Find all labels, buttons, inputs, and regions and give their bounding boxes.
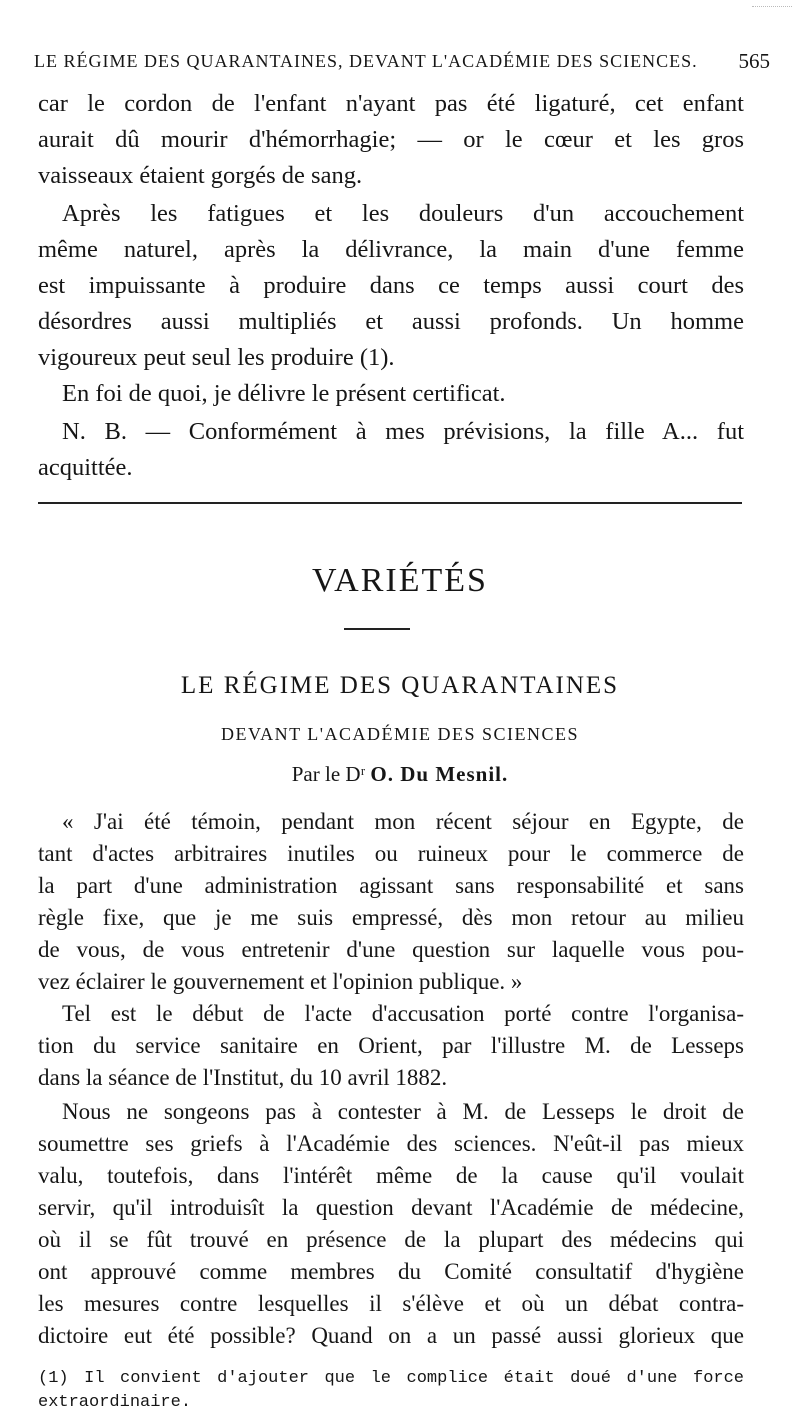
text-line: N. B. — Conformément à mes prévisions, la fille A... fut [62, 418, 744, 445]
text-line: les mesures contre lesquelles il s'élève et où un débat contra- [38, 1291, 744, 1316]
text-line: acquittée. [38, 454, 133, 481]
text-line: Après les fatigues et les douleurs d'un accouchement [62, 200, 744, 227]
text-line: désordres aussi multipliés et aussi profonds. Un homme [38, 308, 744, 335]
text-line: En foi de quoi, je délivre le présent certificat. [62, 380, 506, 407]
text-line: aurait dû mourir d'hémorrhagie; — or le cœur et les gros [38, 126, 744, 153]
article-subtitle: DEVANT L'ACADÉMIE DES SCIENCES [220, 724, 580, 744]
section-divider [38, 502, 742, 504]
text-line: la part d'une administration agissant sans responsabilité et sans [38, 873, 744, 898]
text-line: « J'ai été témoin, pendant mon récent séjour en Egypte, de [62, 809, 744, 834]
text-line: où il se fût trouvé en présence de la plupart des médecins qui [38, 1227, 744, 1252]
text-line: soumettre ses griefs à l'Académie des sciences. N'eût-il pas mieux [38, 1131, 744, 1156]
text-line: règle fixe, que je me suis empressé, dès mon retour au milieu [38, 905, 744, 930]
article-title: LE RÉGIME DES QUARANTAINES [180, 672, 620, 699]
text-line: dictoire eut été possible? Quand on a un passé aussi glorieux que [38, 1323, 744, 1348]
footnote-line: extraordinaire. [38, 1393, 192, 1412]
byline [0, 762, 800, 787]
running-header-title: LE RÉGIME DES QUARANTAINES, DEVANT L'ACADÉMIE DES SCIENCES. [34, 51, 698, 71]
text-line: Nous ne songeons pas à contester à M. de Lesseps le droit de [62, 1099, 744, 1124]
text-line: de vous, de vous entretenir d'une question sur laquelle vous pou- [38, 937, 744, 962]
text-line: vaisseaux étaient gorgés de sang. [38, 162, 363, 189]
section-title: VARIÉTÉS [312, 562, 488, 599]
text-line: dans la séance de l'Institut, du 10 avril 1882. [38, 1065, 448, 1090]
title-underline [344, 628, 410, 630]
running-header [34, 42, 770, 76]
text-line: tant d'actes arbitraires inutiles ou ruineux pour le commerce de [38, 841, 744, 866]
footnote-line: (1) Il convient d'ajouter que le complice était doué d'une force [38, 1369, 744, 1388]
text-line: vez éclairer le gouvernement et l'opinion publique. » [38, 969, 523, 994]
text-line: vigoureux peut seul les produire (1). [38, 344, 395, 371]
text-line: Tel est le début de l'acte d'accusation porté contre l'organisa- [62, 1001, 744, 1026]
page-smudge [752, 6, 792, 21]
text-line: car le cordon de l'enfant n'ayant pas été ligaturé, cet enfant [38, 90, 744, 117]
byline-prefix: Par le Dʳ [291, 762, 366, 786]
text-line: même naturel, après la délivrance, la main d'une femme [38, 236, 744, 263]
byline-author: O. Du Mesnil. [370, 762, 509, 786]
text-line: ont approuvé comme membres du Comité consultatif d'hygiène [38, 1259, 744, 1284]
text-line: servir, qu'il introduisît la question devant l'Académie de médecine, [38, 1195, 744, 1220]
page-number: 565 [738, 49, 770, 73]
text-line: valu, toutefois, dans l'intérêt même de la cause qu'il voulait [38, 1163, 744, 1188]
text-line: tion du service sanitaire en Orient, par l'illustre M. de Lesseps [38, 1033, 744, 1058]
text-line: est impuissante à produire dans ce temps aussi court des [38, 272, 744, 299]
